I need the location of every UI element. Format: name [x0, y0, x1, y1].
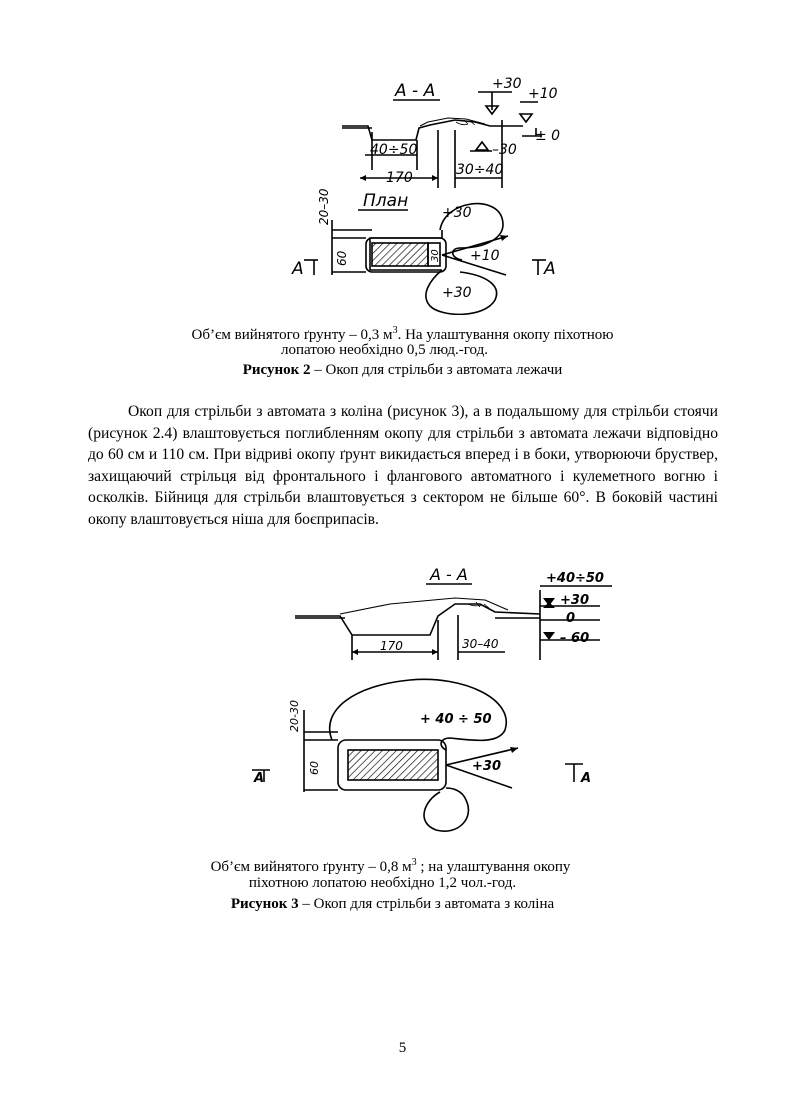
- figure-3-caption-sup: 3: [411, 857, 417, 868]
- figure-2-dim-170: 170: [386, 170, 413, 186]
- figure-3-plan-plus40-50: + 40 ÷ 50: [420, 712, 492, 727]
- figure-2-a-right: А: [544, 259, 556, 279]
- figure-3-caption-text-a: Об’єм вийнятого ґрунту – 0,8 м: [210, 859, 412, 875]
- figure-3-caption-text-b: ; на улаштування окопу: [416, 859, 571, 875]
- figure-2-dim-40-50: 40÷50: [370, 142, 418, 158]
- figure-2-section: [342, 81, 542, 188]
- figure-3-elev-plus40-50: +40÷50: [546, 571, 604, 586]
- figure-2-plan-plus10: +10: [470, 248, 500, 264]
- page-number: 5: [398, 1040, 407, 1056]
- figure-2-dim-30-40: 30÷40: [456, 162, 504, 178]
- figure-2-elev-plus10: +10: [528, 86, 558, 102]
- body-paragraph: Окоп для стрільби з автомата з коліна (рисунок 3), а в подальшому для стрільби стоячи (рисунок 2.4) влаштовується поглибленням окопу для стрільби з автомата лежачи відповідно до 60 см и 110 см. При відриві окопу ґрунт викидається вперед і в боки, утворюючи бруствер, захищаючий стрільця від фронтального і флангового автоматного і кулеметного вогню і осколків. Бійниця для стрільби влаштовується з сектором не більше 60°. В боковій частині окопу влаштовується ніша для боєприпасів.: [88, 403, 718, 528]
- figure-2-plan-plus30-top: +30: [442, 205, 472, 221]
- figure-2-plan-plus30-bottom: +30: [442, 285, 472, 301]
- figure-3-dim-170: 170: [380, 639, 403, 653]
- figure-2-dim-20-30: 20–30: [317, 188, 331, 225]
- figure-3-elev-minus60: – 60: [560, 631, 590, 646]
- figure-2-drawing: [280, 70, 580, 315]
- figure-3-drawing: [240, 560, 620, 840]
- figure-2-section-label: А - А: [395, 81, 436, 101]
- figure-2-a-left: А: [292, 259, 304, 279]
- figure-3-plan: [252, 679, 583, 831]
- figure-2-caption-sup: 3: [392, 325, 398, 336]
- figure-3-caption-line-2: піхотною лопатою необхідно 1,2 чол.-год.: [248, 875, 517, 891]
- figure-2-caption-text-b: . На улаштування окопу піхотною: [397, 327, 614, 343]
- figure-2-caption-text-a: Об’єм вийнятого ґрунту – 0,3 м: [191, 327, 393, 343]
- figure-2-title-bold: Рисунок 2: [242, 362, 311, 378]
- figure-3-dim-60: 60: [308, 761, 321, 775]
- figure-2-caption-line-2: лопатою необхідно 0,5 люд.-год.: [281, 342, 488, 358]
- figure-2-elev-plus30: +30: [492, 76, 522, 92]
- figure-3-title-rest: – Окоп для стрільби з автомата з коліна: [298, 896, 555, 912]
- figure-3-plan-plus30: +30: [472, 759, 501, 774]
- figure-2-elev-minus30: –30: [492, 142, 517, 158]
- figure-3-a-right: А: [581, 771, 592, 786]
- figure-2-title-rest: – Окоп для стрільби з автомата лежачи: [310, 362, 563, 378]
- figure-3-elev-zero: 0: [566, 611, 576, 626]
- figure-2-dim-60: 60: [335, 250, 349, 266]
- figure-3-a-left: А: [254, 771, 265, 786]
- figure-2-title: [0, 361, 805, 380]
- figure-2-plan-label: План: [363, 191, 409, 211]
- figure-3-elev-plus30: +30: [560, 593, 589, 608]
- figure-3-dim-20-30: 20-30: [288, 700, 301, 732]
- figure-3-title: [0, 895, 795, 914]
- figure-2-elev-zero: ± 0: [535, 128, 561, 144]
- figure-3-section-label: А - А: [430, 565, 468, 584]
- figure-3-title-bold: Рисунок 3: [230, 896, 299, 912]
- figure-2-dim-30-inner: 30: [430, 249, 441, 262]
- figure-3-dim-30-40: 30–40: [462, 637, 499, 651]
